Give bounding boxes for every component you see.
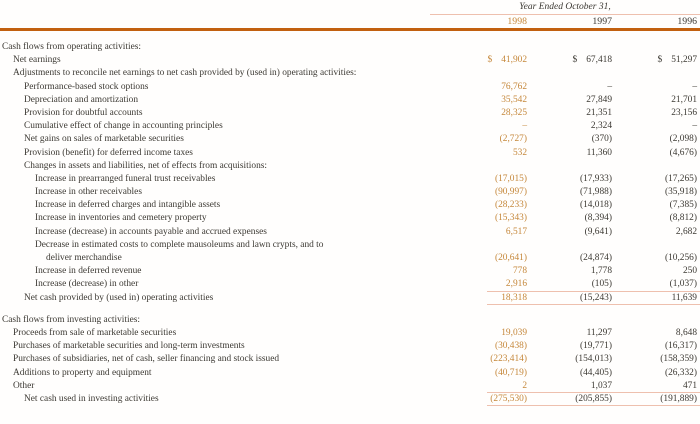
- row-values: [442, 327, 700, 340]
- row-label: Net earnings: [13, 55, 61, 66]
- cell-1998: [442, 380, 527, 393]
- value-1997: 21,351: [586, 107, 612, 118]
- row-label: Other: [13, 380, 35, 391]
- cell-1996: [612, 173, 697, 186]
- value-1996: (35,918): [664, 187, 697, 198]
- row-label: Depreciation and amortization: [24, 94, 139, 105]
- cell-1998: [442, 133, 527, 146]
- dollar-sign: $: [572, 55, 578, 66]
- cell-1997: [527, 340, 612, 353]
- value-1996: 11,639: [671, 292, 697, 303]
- row-values: [442, 133, 700, 146]
- row-values: [442, 81, 700, 94]
- cell-1997: [527, 353, 612, 366]
- cell-1998: [442, 173, 527, 186]
- cell-1997: [527, 107, 612, 120]
- row-values: [442, 94, 700, 107]
- value-1998: 41,902: [501, 55, 527, 66]
- row-values: [442, 340, 700, 353]
- value-1998: 2,916: [505, 279, 527, 290]
- value-1997: (19,771): [579, 341, 612, 352]
- cell-1997: [527, 367, 612, 380]
- cell-1998: [442, 107, 527, 120]
- cell-1997: [527, 327, 612, 340]
- value-1996: 2,682: [675, 226, 697, 237]
- table-row: [0, 81, 700, 94]
- row-label: Increase (decrease) in accounts payable and accrued expenses: [35, 226, 267, 237]
- cell-1996: [612, 252, 697, 265]
- value-1998: (20,641): [494, 253, 527, 263]
- table-row: [0, 212, 700, 225]
- value-1998: (17,015): [494, 173, 527, 184]
- row-label: Purchases of marketable securities and long-term investments: [13, 341, 245, 352]
- cell-1997: [527, 265, 612, 278]
- value-1998: 18,318: [501, 292, 527, 303]
- value-1998: 35,542: [501, 94, 527, 105]
- cell-1998: [442, 353, 527, 366]
- cell-1997: [527, 226, 612, 239]
- table-row: [0, 186, 700, 199]
- value-1997: (105): [591, 279, 612, 290]
- cell-1996: [612, 186, 697, 199]
- row-values: [442, 380, 700, 393]
- value-1998: –: [522, 121, 527, 132]
- row-values: [442, 353, 700, 366]
- value-1996: (7,385): [669, 200, 697, 211]
- value-1996: (16,317): [664, 341, 697, 352]
- row-values: [442, 252, 700, 265]
- row-label: Increase in deferred revenue: [35, 266, 142, 277]
- cell-1996: [612, 120, 697, 133]
- value-1996: 51,297: [671, 55, 697, 66]
- table-row: [0, 41, 700, 54]
- row-label: Changes in assets and liabilities, net of effects from acquisitions:: [24, 160, 268, 171]
- table-row: [0, 278, 700, 291]
- cell-1997: [527, 186, 612, 199]
- value-1998: 6,517: [505, 226, 527, 237]
- row-values: [442, 278, 700, 291]
- row-values: [442, 186, 700, 199]
- cell-1998: [442, 81, 527, 94]
- table-row: [0, 239, 700, 252]
- cell-1998: [442, 199, 527, 212]
- row-values: [442, 212, 700, 225]
- cell-1998: [442, 327, 527, 340]
- cell-1998: [442, 278, 527, 291]
- row-values: [442, 147, 700, 160]
- value-1998: (275,530): [490, 393, 527, 404]
- table-row: [0, 120, 700, 133]
- value-1997: 67,418: [586, 55, 612, 66]
- row-values: [442, 107, 700, 120]
- value-1997: (71,988): [579, 187, 612, 198]
- value-1998: (28,233): [494, 200, 527, 211]
- year-1997: 1997: [592, 16, 612, 27]
- value-1996: (8,812): [669, 213, 697, 224]
- period-header: [430, 2, 700, 27]
- statement-header: [0, 0, 700, 31]
- row-values: [442, 54, 700, 67]
- row-label: Cash flows from investing activities:: [2, 314, 141, 325]
- value-1997: 2,324: [590, 121, 612, 132]
- value-1996: (158,359): [660, 354, 697, 365]
- value-1997: (370): [591, 134, 612, 145]
- cell-1998: [442, 367, 527, 380]
- row-label: Provision for doubtful accounts: [24, 107, 143, 118]
- value-1997: (154,013): [575, 354, 612, 365]
- row-values: [442, 265, 700, 278]
- value-1998: 532: [512, 147, 527, 158]
- table-row: [0, 160, 700, 173]
- cell-1998: [442, 212, 527, 225]
- value-1996: 8,648: [675, 327, 697, 338]
- table-row: [0, 327, 700, 340]
- value-1996: 21,701: [671, 94, 697, 105]
- value-1997: 11,360: [586, 147, 612, 158]
- cell-1996: [612, 81, 697, 94]
- cell-1998: [442, 252, 527, 265]
- cell-1998: [442, 340, 527, 353]
- table-row: [0, 314, 700, 327]
- value-1998: (223,414): [490, 354, 527, 365]
- cell-1996: [612, 340, 697, 353]
- cell-1998: [442, 226, 527, 239]
- cell-1996: [612, 199, 697, 212]
- row-label: Additions to property and equipment: [13, 367, 152, 378]
- cell-1996: [612, 380, 697, 393]
- cell-1997: [527, 278, 612, 291]
- row-label: Net cash provided by (used in) operating activities: [24, 292, 214, 303]
- row-label: Purchases of subsidiaries, net of cash, seller financing and stock issued: [13, 354, 280, 365]
- value-1997: (17,933): [579, 173, 612, 184]
- table-row: [0, 107, 700, 120]
- value-1997: 11,297: [586, 327, 612, 338]
- cell-1996: [612, 107, 697, 120]
- cell-1997: [527, 147, 612, 160]
- table-row: [0, 226, 700, 239]
- row-label: Increase in deferred charges and intangible assets: [35, 200, 221, 211]
- cell-1996: [612, 265, 697, 278]
- table-row: [0, 94, 700, 107]
- cell-1996: [612, 278, 697, 291]
- row-values: [442, 393, 700, 406]
- value-1998: 778: [512, 266, 527, 277]
- row-label: Increase in prearranged funeral trust receivables: [35, 173, 216, 184]
- value-1998: 28,325: [501, 107, 527, 118]
- row-label: Increase (decrease) in other: [35, 279, 139, 290]
- row-label: Adjustments to reconcile net earnings to net cash provided by (used in) operating activities:: [13, 68, 357, 79]
- value-1996: –: [692, 81, 697, 92]
- row-label: deliver merchandise: [46, 253, 122, 263]
- value-1997: (15,243): [579, 292, 612, 303]
- cell-1996: [612, 54, 697, 67]
- table-row: [0, 265, 700, 278]
- cell-1998: [442, 265, 527, 278]
- cell-1996: [612, 367, 697, 380]
- row-label: Cumulative effect of change in accounting principles: [24, 121, 223, 132]
- row-values: [442, 226, 700, 239]
- cell-1996: [612, 226, 697, 239]
- cell-1996: [612, 327, 697, 340]
- value-1996: 471: [682, 380, 697, 391]
- table-row: [0, 133, 700, 146]
- row-label: Provision (benefit) for deferred income taxes: [24, 147, 193, 158]
- value-1998: (90,997): [494, 187, 527, 198]
- cell-1997: [527, 54, 612, 67]
- cell-1997: [527, 199, 612, 212]
- row-values: [442, 120, 700, 133]
- cell-1997: [527, 252, 612, 265]
- value-1996: (17,265): [664, 173, 697, 184]
- dollar-sign: $: [487, 55, 493, 66]
- cell-1998: [442, 147, 527, 160]
- cell-1998: [442, 54, 527, 67]
- value-1997: 27,849: [586, 94, 612, 105]
- cell-1996: [612, 292, 697, 305]
- value-1996: –: [692, 121, 697, 132]
- year-columns: [430, 15, 700, 27]
- cell-1997: [527, 380, 612, 393]
- value-1998: 2: [522, 380, 527, 391]
- table-row: [0, 353, 700, 366]
- value-1996: (10,256): [664, 253, 697, 263]
- row-label: Proceeds from sale of marketable securities: [13, 327, 177, 338]
- value-1998: 19,039: [501, 327, 527, 338]
- table-row: [0, 67, 700, 80]
- value-1997: 1,037: [590, 380, 612, 391]
- value-1998: (30,438): [494, 341, 527, 352]
- value-1997: 1,778: [590, 266, 612, 277]
- value-1998: 76,762: [501, 81, 527, 92]
- row-label: Increase in inventories and cemetery property: [35, 213, 207, 224]
- table-row: [0, 173, 700, 186]
- row-values: [442, 173, 700, 186]
- cell-1996: [612, 353, 697, 366]
- table-row: [0, 54, 700, 67]
- cell-1998: [442, 393, 527, 406]
- row-label: Cash flows from operating activities:: [2, 42, 142, 52]
- value-1996: (2,098): [669, 134, 697, 145]
- value-1997: –: [607, 81, 612, 92]
- statement-body: [0, 31, 700, 406]
- value-1996: (26,332): [664, 367, 697, 378]
- table-row: [0, 393, 700, 406]
- cell-1997: [527, 173, 612, 186]
- cell-1997: [527, 393, 612, 406]
- value-1998: (15,343): [494, 213, 527, 224]
- table-row: [0, 380, 700, 393]
- table-row: [0, 340, 700, 353]
- dollar-sign: $: [657, 55, 663, 66]
- value-1997: (44,405): [579, 367, 612, 378]
- row-label: Performance-based stock options: [24, 81, 149, 92]
- row-values: [442, 367, 700, 380]
- value-1996: (4,676): [669, 147, 697, 158]
- cell-1998: [442, 186, 527, 199]
- value-1996: 23,156: [671, 107, 697, 118]
- table-row: [0, 367, 700, 380]
- cell-1996: [612, 94, 697, 107]
- value-1997: (9,641): [584, 226, 612, 237]
- cell-1997: [527, 94, 612, 107]
- cell-1996: [612, 147, 697, 160]
- row-label: Net cash used in investing activities: [24, 393, 159, 404]
- table-row: [0, 199, 700, 212]
- row-label: Net gains on sales of marketable securities: [24, 134, 184, 145]
- cell-1997: [527, 120, 612, 133]
- cell-1998: [442, 120, 527, 133]
- year-1998: 1998: [507, 16, 527, 27]
- table-row: [0, 252, 700, 265]
- value-1996: (191,889): [660, 393, 697, 404]
- row-values: [442, 199, 700, 212]
- value-1997: (24,874): [579, 253, 612, 263]
- value-1997: (205,855): [575, 393, 612, 404]
- table-row: [0, 147, 700, 160]
- cell-1998: [442, 94, 527, 107]
- cell-1996: [612, 393, 697, 406]
- cell-1996: [612, 212, 697, 225]
- value-1997: (8,394): [584, 213, 612, 224]
- value-1996: (1,037): [669, 279, 697, 290]
- value-1997: (14,018): [579, 200, 612, 211]
- cell-1996: [612, 133, 697, 146]
- cell-1997: [527, 81, 612, 94]
- table-row: [0, 292, 700, 305]
- row-label: Increase in other receivables: [35, 187, 142, 198]
- value-1998: (2,727): [499, 134, 527, 145]
- cell-1997: [527, 292, 612, 305]
- row-values: [442, 292, 700, 305]
- cell-1998: [442, 292, 527, 305]
- value-1996: 250: [682, 266, 697, 277]
- cell-1997: [527, 133, 612, 146]
- spacer-row: [0, 305, 700, 314]
- value-1998: (40,719): [494, 367, 527, 378]
- period-label: Year Ended October 31,: [430, 2, 700, 15]
- year-1996: 1996: [677, 16, 697, 27]
- cell-1997: [527, 212, 612, 225]
- row-label: Decrease in estimated costs to complete mausoleums and lawn crypts, and to: [35, 239, 324, 250]
